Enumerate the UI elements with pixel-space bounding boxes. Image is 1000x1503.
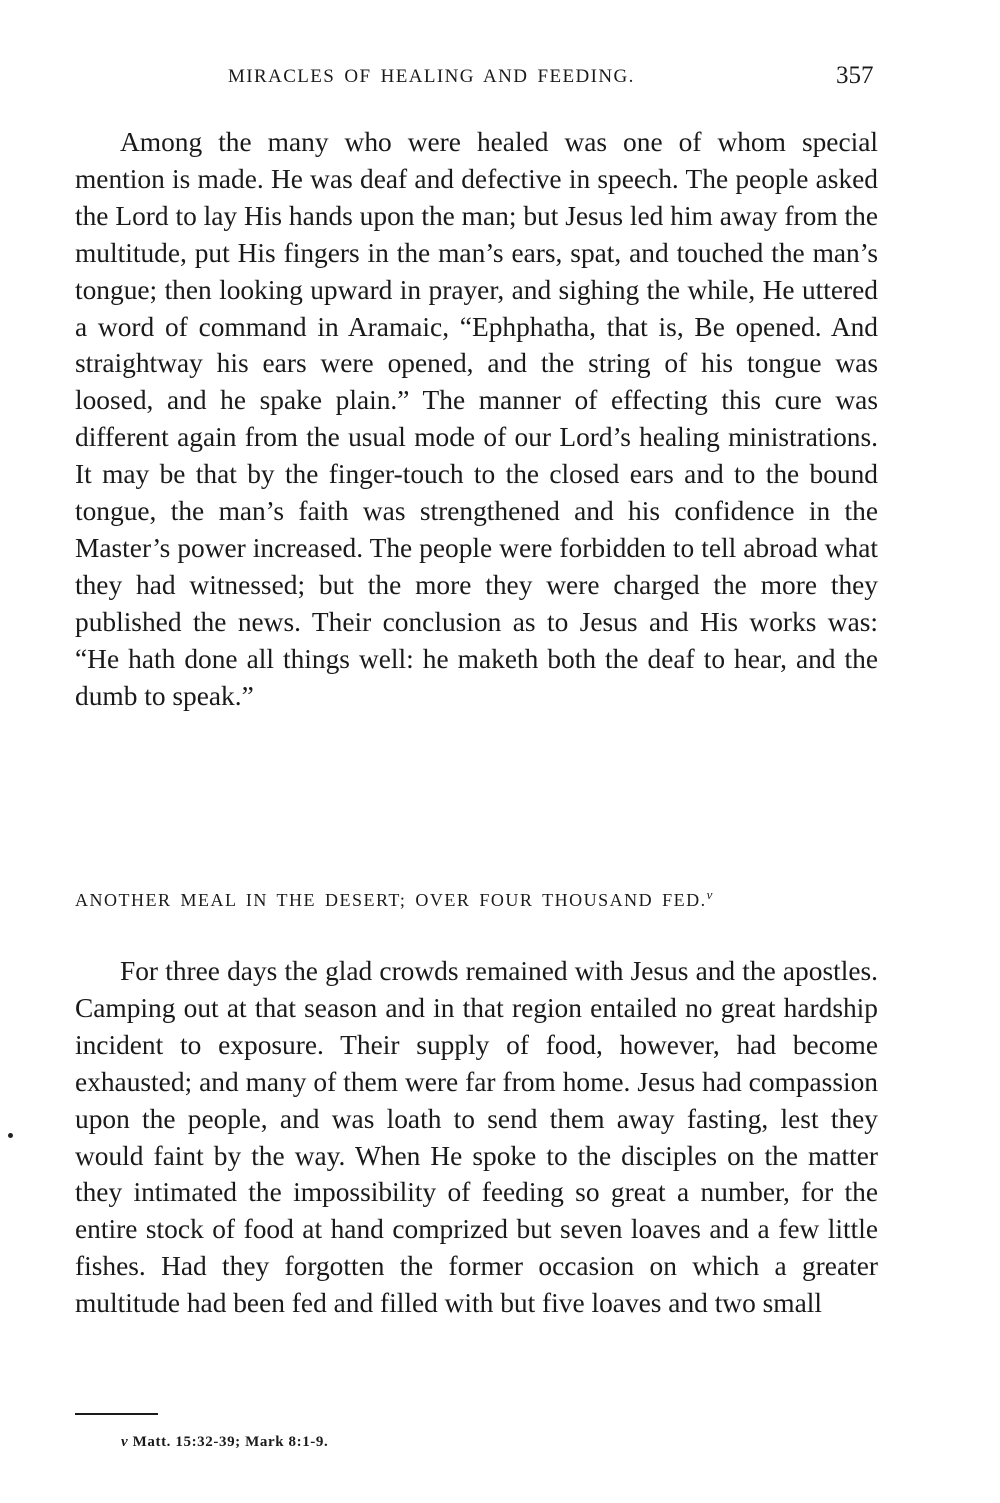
running-title: MIRACLES OF HEALING AND FEEDING. — [228, 66, 635, 87]
section-heading-text: ANOTHER MEAL IN THE DESERT; OVER FOUR THOUSAND FED. — [75, 890, 707, 910]
footnote-text: Matt. 15:32-39; Mark 8:1-9. — [132, 1434, 329, 1450]
running-head — [0, 62, 1000, 102]
body-paragraph-2: For three days the glad crowds remained with Jesus and the apostles. Camping out at that season and in that region entailed no great hardship incident to exposure. Their supply of food, however, had become exhausted; and many of them were far from home. Jesus had compassion upon the people, and was loath to send them away fasting, lest they would faint by the way. When He spoke to the disciples on the matter they intimated the impossibility of feeding so great a number, for the entire stock of food at hand comprized but seven loaves and a few little fishes. Had they forgotten the former occasion on which a greater multitude had been fed and filled with but five loaves and two small — [75, 956, 878, 1319]
footnote-divider — [75, 1413, 158, 1415]
footnote-mark: v — [121, 1434, 129, 1450]
margin-speck — [8, 1133, 13, 1138]
page-number: 357 — [836, 62, 874, 89]
section-heading-footnote-mark: v — [706, 887, 713, 902]
body-paragraph-1: Among the many who were healed was one of whom special mention is made. He was deaf and defective in speech. The people asked the Lord to lay His hands upon the man; but Jesus led him away from the multitude, put His fingers in the man’s ears, spat, and touched the man’s tongue; then looking upward in prayer, and sighing the while, He uttered a word of command in Aramaic, “Ephphatha, that is, Be opened. And straightway his ears were opened, and the string of his tongue was loosed, and he spake plain.” The manner of effecting this cure was different again from the usual mode of our Lord’s healing ministrations. It may be that by the finger-touch to the closed ears and to the bound tongue, the man’s faith was strengthened and his confidence in the Master’s power increased. The people were forbidden to tell abroad what they had witnessed; but the more they were charged the more they published the news. Their conclusion as to Jesus and His works was: “He hath done all things well: he maketh both the deaf to hear, and the dumb to speak.” — [75, 127, 878, 711]
footnote — [121, 1434, 328, 1451]
section-heading — [75, 887, 885, 911]
